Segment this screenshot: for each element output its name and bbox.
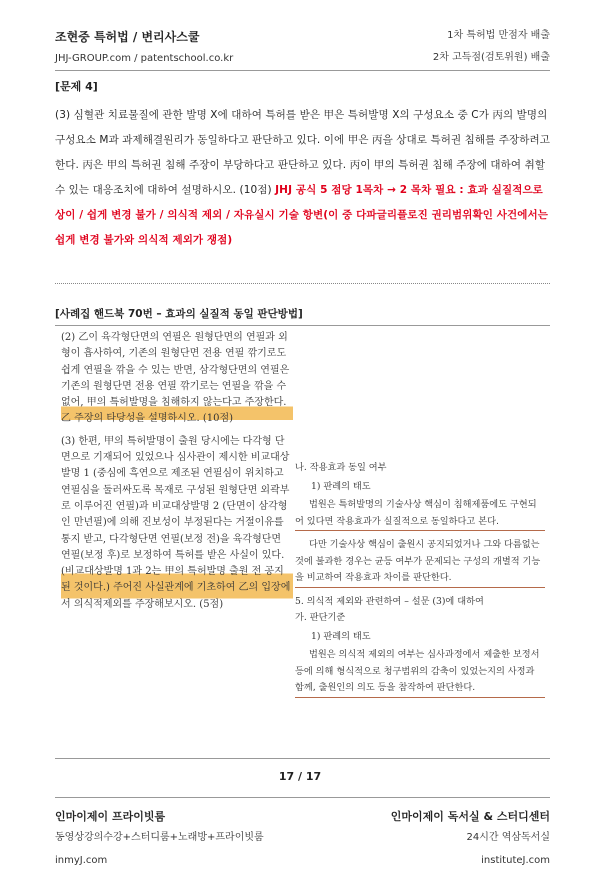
body-bottom-divider [55,758,550,759]
section-title: [사례집 핸드북 70번 – 효과의 실질적 동일 판단방법] [55,308,303,320]
scan-left-column [61,330,293,619]
question-label: [문제 4] [55,80,98,93]
footer-right [391,808,550,869]
page-number: 17 / 17 [278,770,322,783]
question-text: (3) 심혈관 치료물질에 관한 발명 X에 대하여 특허를 받은 甲은 특허발명 X의 구성요소 중 C가 丙의 발명의 구성요소 M과 과제해결원리가 동일하다고 판단하고 있다. 이에 甲은 丙을 상대로 특허권 침해를 주장하려고 한다. 丙은 甲의 특허권 침해 주장이 부당하다고 판단하고 있다. 丙이 甲의 특허권 침해 주장에 대하여 취할 수 있는 대응조치에 대하여 설명하시오. (10점) [55,109,551,196]
scan-right-column [295,460,545,704]
footer-left-title: 인마이제이 프라이빗룸 [55,810,166,823]
header-right-line1: 1차 특허법 만점자 배출 [447,30,550,41]
footer-left [55,808,264,869]
header-divider [55,70,550,71]
header-right [433,28,550,66]
question-body [55,103,550,253]
section-divider [55,325,550,326]
scan-right-h2-a: 가. 판단기준 [295,612,346,623]
footer-right-url: instituteJ.com [481,855,550,866]
footer-right-title: 인마이제이 독서실 & 스터디센터 [390,810,550,823]
scan-right-h1-p2: 다만 기술사상 핵심이 출원시 공지되었거나 그와 다름없는 것에 불과한 경우는 균등 여부가 문제되는 구성의 개별적 기능을 비교하여 작용효과 차이를 판단한다. [295,537,545,588]
scan-right-h1-p1: 법원은 특허발명의 기술사상 핵심이 침해제품에도 구현되어 있다면 작용효과가 실질적으로 동일하다고 본다. [295,497,545,531]
scanned-excerpt [55,328,545,748]
footer-divider [55,797,550,798]
scan-right-h2: 5. 의식적 제외와 관련하여 – 설문 (3)에 대하여 [295,595,484,607]
footer-right-sub: 24시간 역삼독서실 [466,832,550,843]
scan-right-h1-sub: 1) 판례의 태도 [311,480,371,492]
header-left [55,28,233,67]
header-sites: JHJ-GROUP.com / patentschool.co.kr [55,53,234,64]
dotted-divider [55,283,550,284]
scan-right-h2-sub: 1) 판례의 태도 [311,630,371,642]
scan-left-p2: (2) 乙이 육각형단면의 연필은 원형단면의 연필과 외형이 흡사하여, 기존의 원형단면 전용 연필 깎기로도 쉽게 연필을 깎을 수 있는 반면, 삼각형단면의 연필은 기존의 원형단면 전용 연필 깎기로는 연필을 깎을 수 없어, 甲의 특허발명을 침해하지 않는다고 주장한다. 乙 주장의 타당성을 설명하시오. (10점) [61,330,293,428]
scan-right-h2-p1: 법원은 의식적 제외의 여부는 심사과정에서 제출한 보정서 등에 의해 형식적으로 청구범위의 감축이 있었는지의 사정과 함께, 출원인의 의도 등을 참작하여 판단한다. [295,647,545,698]
header-brand: 조현중 특허법 / 변리사스쿨 [55,30,200,44]
footer-left-url: inmyJ.com [55,855,108,866]
question-highlight: JHJ 공식 5 점당 1목차 → 2 목차 필요 : 효과 실질적으로 상이 / 쉽게 변경 불가 / 의식적 제외 / 자유실시 기술 항변(이 중 다파글리플로진 권리범위확인 사건에서는 쉽게 변경 불가와 의식적 제외가 쟁점) [55,184,548,246]
header-right-line2: 2차 고득점(검토위원) 배출 [432,52,550,63]
scan-left-p3: (3) 한편, 甲의 특허발명이 출원 당시에는 다각형 단면으로 기재되어 있었으나 심사관이 제시한 비교대상발명 1 (중심에 흑연으로 제조된 연필심이 위치하고 연필심을 둘러싸도록 목재로 구성된 원형단면 외곽부로 이루어진 연필)과 비교대상발명 2 (단면이 삼각형인 만년필)에 의해 진보성이 부정된다는 거절이유를 통지 받고, 다각형단면 연필(보정 전)을 육각형단면 연필(보정 후)로 보정하여 특허를 받은 사실이 있다. (비교대상발명 1과 2는 甲의 특허발명 출원 전 공지된 것이다.) 주어진 사실관계에 기초하여 乙의 입장에서 의식적제외를 주장해보시오. (5점) [61,434,293,613]
footer-left-sub: 동영상강의수강+스터디룸+노래방+프라이빗룸 [55,832,264,843]
scan-right-h1: 나. 작용효과 동일 여부 [295,462,387,473]
